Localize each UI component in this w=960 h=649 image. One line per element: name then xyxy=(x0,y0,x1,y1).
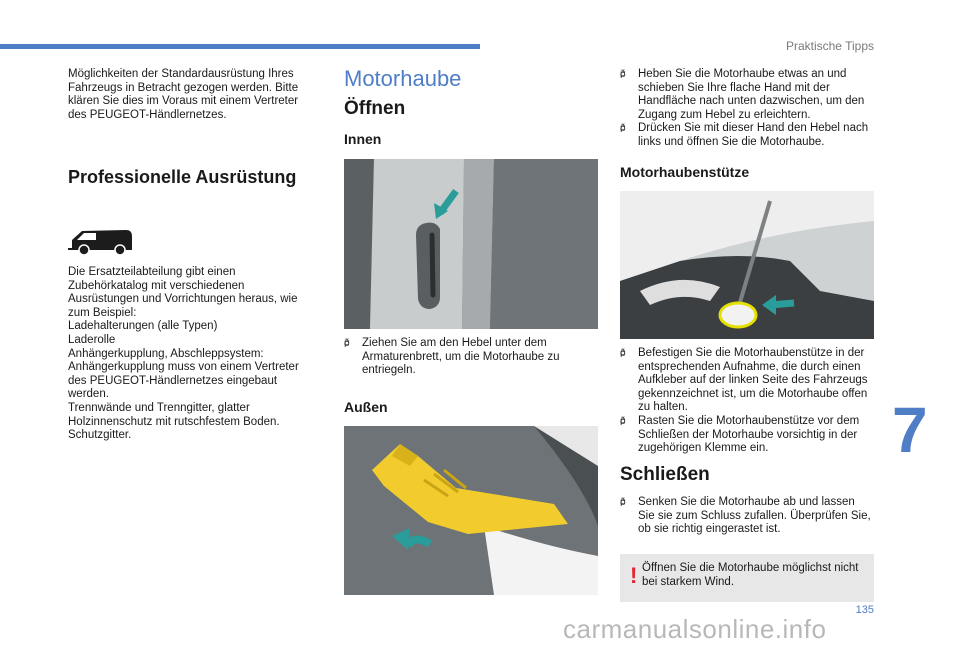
bullet-item: ð F Drücken Sie mit dieser Hand den Hebel nach links und öffnen Sie die Motorhaube. xyxy=(620,122,874,149)
van-icon xyxy=(68,226,134,261)
lever-instructions xyxy=(620,68,874,150)
bullet-item: ð F Senken Sie die Motorhaube ab und lassen Sie sie zum Schluss zufallen. Überprüfen Sie, ob sie richtig eingerastet ist. xyxy=(620,496,874,537)
warning-box xyxy=(620,554,874,602)
professional-equipment-heading: Professionelle Ausrüstung xyxy=(68,167,297,187)
page-title: Motorhaube xyxy=(344,66,462,91)
running-head: Praktische Tipps xyxy=(785,39,874,53)
equipment-paragraph: Die Ersatzteilabteilung gibt einen Zubehörkatalog mit verschiedenen Ausrüstungen und Vorrichtungen heraus, wie zum Beispiel: Ladehalterungen (alle Typen) Laderolle Anhängerkupplung, Abschleppsystem: Anhängerkupplung muss von einem Vertreter des PEUGEOT-Händlernetzes eingebaut werden. Trennwände und Trenngitter, glatter Holzinnenschutz mit rutschfestem Boden. Schutzgitter. xyxy=(68,266,299,442)
support-heading: Motorhaubenstütze xyxy=(620,164,750,180)
close-heading: Schließen xyxy=(620,464,710,485)
left-column xyxy=(68,68,318,442)
outside-heading: Außen xyxy=(344,399,388,415)
top-accent-bar xyxy=(0,44,480,49)
support-photo xyxy=(620,191,874,339)
inside-instruction xyxy=(344,337,598,378)
warning-icon: ! xyxy=(630,563,638,588)
intro-paragraph: Möglichkeiten der Standardausrüstung Ihres Fahrzeugs in Betracht gezogen werden. Bitte klären Sie dies im Voraus mit einem Vertreter des PEUGEOT-Händlernetzes. xyxy=(68,68,299,121)
support-instructions xyxy=(620,347,874,456)
inside-lever-photo xyxy=(344,159,598,329)
bullet-item: ð F Ziehen Sie am den Hebel unter dem Armaturenbrett, um die Motorhaube zu entriegeln. xyxy=(344,337,598,378)
bullet-item: ð F Befestigen Sie die Motorhaubenstütze in der entsprechenden Aufnahme, die durch einen Aufkleber auf der linken Seite des Fahrzeugs gekennzeichnet ist, um die Motorhaube offen zu halten. xyxy=(620,347,874,415)
warning-text: Öffnen Sie die Motorhaube möglichst nicht bei starkem Wind. xyxy=(642,562,859,588)
bullet-item: ð F Heben Sie die Motorhaube etwas an und schieben Sie Ihre flache Hand mit der Handfläche nach unten dazwischen, um den Zugang zum Hebel zu erleichtern. xyxy=(620,68,874,122)
open-heading: Öffnen xyxy=(344,98,406,119)
bullet-item: ð F Rasten Sie die Motorhaubenstütze vor dem Schließen der Motorhaube vorsichtig in der zugehörigen Klemme ein. xyxy=(620,415,874,456)
watermark: carmanualsonline.info xyxy=(563,614,827,644)
page-number: 135 xyxy=(855,604,874,616)
chapter-number: 7 xyxy=(892,394,928,466)
inside-heading: Innen xyxy=(344,131,382,147)
bullet-mark: ð F xyxy=(344,339,350,349)
outside-lever-photo xyxy=(344,426,598,595)
close-instruction xyxy=(620,496,874,537)
